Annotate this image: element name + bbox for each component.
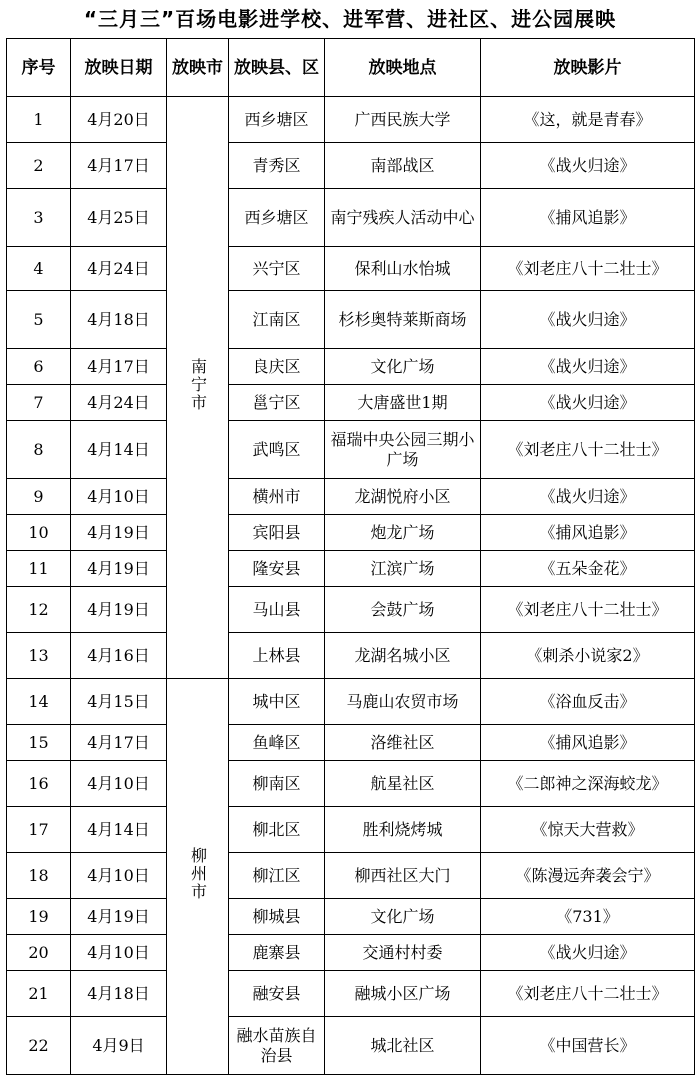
row-venue: 保利山水怡城 [325, 247, 481, 291]
row-number: 1 [7, 97, 71, 143]
city-cell [167, 679, 229, 1075]
row-county: 柳城县 [229, 899, 325, 935]
table-row [7, 807, 695, 853]
row-film: 《战火归途》 [481, 349, 695, 385]
row-date: 4月19日 [71, 899, 167, 935]
row-date: 4月15日 [71, 679, 167, 725]
row-county: 西乡塘区 [229, 97, 325, 143]
row-county: 宾阳县 [229, 515, 325, 551]
row-date: 4月17日 [71, 143, 167, 189]
table-row [7, 143, 695, 189]
row-number: 22 [7, 1017, 71, 1075]
row-number: 7 [7, 385, 71, 421]
table-row [7, 853, 695, 899]
row-venue: 航星社区 [325, 761, 481, 807]
row-venue: 龙湖悦府小区 [325, 479, 481, 515]
header-film: 放映影片 [481, 39, 695, 97]
row-number: 10 [7, 515, 71, 551]
row-county: 西乡塘区 [229, 189, 325, 247]
city-label: 柳州市 [188, 847, 208, 901]
row-date: 4月9日 [71, 1017, 167, 1075]
row-number: 14 [7, 679, 71, 725]
table-row [7, 587, 695, 633]
row-number: 2 [7, 143, 71, 189]
row-number: 11 [7, 551, 71, 587]
row-county: 柳北区 [229, 807, 325, 853]
screening-table [6, 38, 695, 1075]
row-date: 4月25日 [71, 189, 167, 247]
row-date: 4月14日 [71, 421, 167, 479]
row-film: 《战火归途》 [481, 479, 695, 515]
header-city: 放映市 [167, 39, 229, 97]
row-county: 融安县 [229, 971, 325, 1017]
row-county: 江南区 [229, 291, 325, 349]
row-film: 《二郎神之深海蛟龙》 [481, 761, 695, 807]
row-county: 邕宁区 [229, 385, 325, 421]
row-county: 良庆区 [229, 349, 325, 385]
table-row [7, 971, 695, 1017]
table-row [7, 1017, 695, 1075]
row-number: 15 [7, 725, 71, 761]
row-venue: 融城小区广场 [325, 971, 481, 1017]
row-date: 4月10日 [71, 761, 167, 807]
row-county: 横州市 [229, 479, 325, 515]
row-venue: 洛维社区 [325, 725, 481, 761]
row-film: 《731》 [481, 899, 695, 935]
page-title: “三月三”百场电影进学校、进军营、进社区、进公园展映 [83, 7, 617, 31]
table-row [7, 633, 695, 679]
row-date: 4月24日 [71, 385, 167, 421]
row-number: 5 [7, 291, 71, 349]
row-date: 4月24日 [71, 247, 167, 291]
city-label: 南宁市 [188, 358, 208, 412]
table-row [7, 899, 695, 935]
row-county: 鹿寨县 [229, 935, 325, 971]
row-venue: 文化广场 [325, 899, 481, 935]
header-date: 放映日期 [71, 39, 167, 97]
row-venue: 文化广场 [325, 349, 481, 385]
row-county: 马山县 [229, 587, 325, 633]
row-county: 鱼峰区 [229, 725, 325, 761]
table-row [7, 385, 695, 421]
table-row [7, 479, 695, 515]
row-date: 4月18日 [71, 971, 167, 1017]
row-venue: 会鼓广场 [325, 587, 481, 633]
row-film: 《战火归途》 [481, 935, 695, 971]
table-row [7, 515, 695, 551]
row-number: 17 [7, 807, 71, 853]
row-date: 4月10日 [71, 853, 167, 899]
row-number: 19 [7, 899, 71, 935]
table-row [7, 761, 695, 807]
row-date: 4月17日 [71, 725, 167, 761]
row-date: 4月20日 [71, 97, 167, 143]
row-date: 4月16日 [71, 633, 167, 679]
row-date: 4月19日 [71, 515, 167, 551]
row-county: 柳江区 [229, 853, 325, 899]
row-venue: 大唐盛世1期 [325, 385, 481, 421]
row-film: 《刘老庄八十二壮士》 [481, 421, 695, 479]
table-row [7, 97, 695, 143]
row-venue: 龙湖名城小区 [325, 633, 481, 679]
row-county: 武鸣区 [229, 421, 325, 479]
row-date: 4月10日 [71, 479, 167, 515]
row-film: 《中国营长》 [481, 1017, 695, 1075]
row-venue: 炮龙广场 [325, 515, 481, 551]
row-number: 6 [7, 349, 71, 385]
row-venue: 江滨广场 [325, 551, 481, 587]
row-film: 《陈漫远奔袭会宁》 [481, 853, 695, 899]
row-film: 《战火归途》 [481, 291, 695, 349]
row-film: 《刘老庄八十二壮士》 [481, 587, 695, 633]
row-film: 《五朵金花》 [481, 551, 695, 587]
row-county: 上林县 [229, 633, 325, 679]
row-number: 4 [7, 247, 71, 291]
header-venue: 放映地点 [325, 39, 481, 97]
table-row [7, 247, 695, 291]
row-number: 18 [7, 853, 71, 899]
row-venue: 杉杉奥特莱斯商场 [325, 291, 481, 349]
row-county: 柳南区 [229, 761, 325, 807]
row-venue: 马鹿山农贸市场 [325, 679, 481, 725]
row-number: 21 [7, 971, 71, 1017]
table-row [7, 189, 695, 247]
row-date: 4月19日 [71, 551, 167, 587]
row-date: 4月10日 [71, 935, 167, 971]
table-row [7, 551, 695, 587]
row-number: 20 [7, 935, 71, 971]
row-film: 《捕风追影》 [481, 725, 695, 761]
row-film: 《惊天大营救》 [481, 807, 695, 853]
row-number: 8 [7, 421, 71, 479]
row-number: 9 [7, 479, 71, 515]
row-venue: 南宁残疾人活动中心 [325, 189, 481, 247]
row-film: 《战火归途》 [481, 385, 695, 421]
row-date: 4月14日 [71, 807, 167, 853]
row-number: 13 [7, 633, 71, 679]
row-film: 《捕风追影》 [481, 189, 695, 247]
table-row [7, 725, 695, 761]
row-venue: 福瑞中央公园三期小广场 [325, 421, 481, 479]
row-number: 12 [7, 587, 71, 633]
header-no: 序号 [7, 39, 71, 97]
row-date: 4月18日 [71, 291, 167, 349]
row-venue: 胜利烧烤城 [325, 807, 481, 853]
row-venue: 城北社区 [325, 1017, 481, 1075]
table-row [7, 935, 695, 971]
row-county: 城中区 [229, 679, 325, 725]
city-cell [167, 97, 229, 679]
row-film: 《战火归途》 [481, 143, 695, 189]
row-film: 《刺杀小说家2》 [481, 633, 695, 679]
table-row [7, 679, 695, 725]
row-film: 《浴血反击》 [481, 679, 695, 725]
row-film: 《这，就是青春》 [481, 97, 695, 143]
table-row [7, 291, 695, 349]
row-film: 《刘老庄八十二壮士》 [481, 247, 695, 291]
row-county: 融水苗族自治县 [229, 1017, 325, 1075]
row-venue: 交通村村委 [325, 935, 481, 971]
table-row [7, 421, 695, 479]
row-number: 16 [7, 761, 71, 807]
row-film: 《捕风追影》 [481, 515, 695, 551]
row-county: 隆安县 [229, 551, 325, 587]
header-county: 放映县、区 [229, 39, 325, 97]
row-venue: 广西民族大学 [325, 97, 481, 143]
row-county: 兴宁区 [229, 247, 325, 291]
row-venue: 柳西社区大门 [325, 853, 481, 899]
row-date: 4月19日 [71, 587, 167, 633]
header-row [7, 39, 695, 97]
row-film: 《刘老庄八十二壮士》 [481, 971, 695, 1017]
row-county: 青秀区 [229, 143, 325, 189]
table-row [7, 349, 695, 385]
row-date: 4月17日 [71, 349, 167, 385]
row-number: 3 [7, 189, 71, 247]
row-venue: 南部战区 [325, 143, 481, 189]
